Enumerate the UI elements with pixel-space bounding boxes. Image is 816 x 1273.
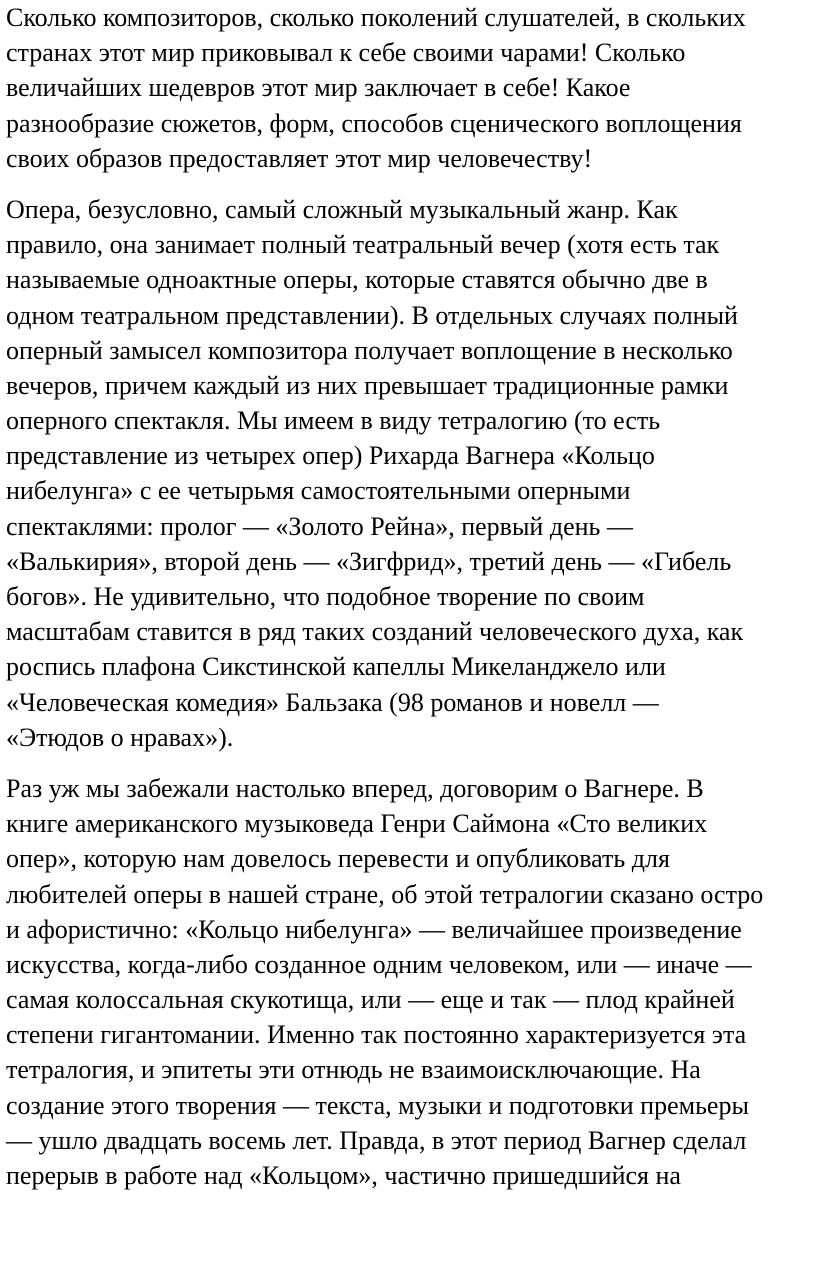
text-line: разнообразие сюжетов, форм, способов сценического воплощения: [6, 108, 742, 138]
text-line: самая колоссальная скукотища, или — еще и так — плод крайней: [6, 985, 735, 1015]
text-line: — ушло двадцать восемь лет. Правда, в этот период Вагнер сделал: [6, 1125, 747, 1155]
text-line: «Валькирия», второй день — «Зигфрид», третий день — «Гибель: [6, 546, 732, 576]
text-line: степени гигантомании. Именно так постоянно характеризуется эта: [6, 1020, 747, 1050]
text-line: Опера, безусловно, самый сложный музыкальный жанр. Как: [6, 194, 678, 224]
text-line: одном театральном представлении). В отдельных случаях полный: [6, 300, 738, 330]
text-line: оперного спектакля. Мы имеем в виду тетралогию (то есть: [6, 406, 661, 436]
text-line: своих образов предоставляет этот мир человечеству!: [6, 143, 593, 173]
text-line: называемые одноактные оперы, которые ставятся обычно две в: [6, 265, 708, 295]
text-line: и афористично: «Кольцо нибелунга» — величайшее произведение: [6, 914, 742, 944]
text-line: масштабам ставится в ряд таких созданий человеческого духа, как: [6, 617, 744, 647]
text-line: книге американского музыковеда Генри Саймона «Сто великих: [6, 809, 708, 839]
text-line: любителей оперы в нашей стране, об этой тетралогии сказано остро: [6, 879, 764, 909]
text-line: «Человеческая комедия» Бальзака (98 романов и новелл —: [6, 687, 659, 717]
paragraph-2: [6, 192, 810, 755]
text-line: роспись плафона Сикстинской капеллы Микеланджело или: [6, 652, 666, 682]
text-line: спектаклями: пролог — «Золото Рейна», первый день —: [6, 511, 633, 541]
paragraph-1: [6, 0, 810, 176]
paragraph-3: [6, 771, 810, 1193]
text-line: перерыв в работе над «Кольцом», частично пришедшийся на: [6, 1161, 681, 1190]
text-line: оперный замысел композитора получает воплощение в несколько: [6, 335, 733, 365]
text-line: величайших шедевров этот мир заключает в себе! Какое: [6, 73, 631, 103]
text-line: вечеров, причем каждый из них превышает традиционные рамки: [6, 370, 729, 400]
text-line: «Этюдов о нравах»).: [6, 722, 234, 752]
text-line: искусства, когда-либо созданное одним человеком, или — иначе —: [6, 949, 752, 979]
text-line: нибелунга» с ее четырьмя самостоятельными оперными: [6, 476, 631, 506]
text-line: Сколько композиторов, сколько поколений слушателей, в скольких: [6, 3, 746, 32]
text-line: правило, она занимает полный театральный вечер (хотя есть так: [6, 230, 720, 260]
text-line: опер», которую нам довелось перевести и опубликовать для: [6, 844, 670, 874]
text-line: представление из четырех опер) Рихарда Вагнера «Кольцо: [6, 441, 655, 471]
text-line: Раз уж мы забежали настолько вперед, договорим о Вагнере. В: [6, 773, 704, 803]
text-line: богов». Не удивительно, что подобное творение по своим: [6, 582, 645, 611]
text-line: странах этот мир приковывал к себе своими чарами! Сколько: [6, 38, 686, 68]
text-line: создание этого творения — текста, музыки и подготовки премьеры: [6, 1090, 749, 1120]
text-line: тетралогия, и эпитеты эти отнюдь не взаимоисключающие. На: [6, 1055, 701, 1085]
